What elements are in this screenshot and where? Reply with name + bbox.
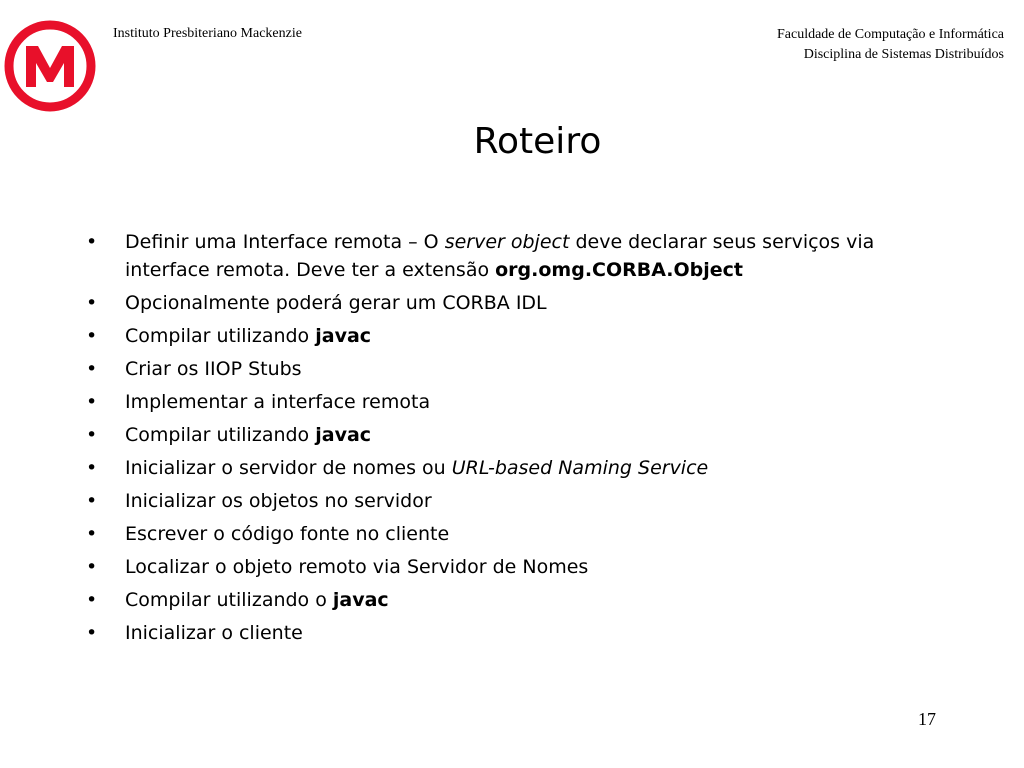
bullet-dot: • (86, 231, 98, 253)
bullet-text-segment: Compilar utilizando (125, 325, 316, 347)
bullet-dot: • (86, 622, 98, 644)
bullet-text-segment: org.omg.CORBA.Object (495, 259, 744, 281)
bullet-text-segment: Inicializar o servidor de nomes ou (125, 457, 452, 479)
bullet-text-segment: deve declarar seus serviços via interface remota. Deve ter a extensão (125, 231, 875, 281)
bullet-item (86, 520, 946, 548)
bullet-dot: • (86, 292, 98, 314)
bullet-item (86, 355, 946, 383)
institution-name: Instituto Presbiteriano Mackenzie (113, 26, 302, 41)
bullet-text-segment: Compilar utilizando o (125, 589, 333, 611)
bullet-text-segment: Escrever o código fonte no cliente (125, 523, 450, 545)
bullet-text-segment: Opcionalmente poderá gerar um CORBA IDL (125, 292, 547, 314)
bullet-text-segment: server object (444, 231, 570, 253)
bullet-item (86, 454, 946, 482)
bullet-text-segment: Localizar o objeto remoto via Servidor de Nomes (125, 556, 589, 578)
discipline-name: Disciplina de Sistemas Distribuídos (803, 47, 1004, 62)
bullet-dot: • (86, 490, 98, 512)
bullet-text-segment: Compilar utilizando (125, 424, 316, 446)
bullet-dot: • (86, 358, 98, 380)
mackenzie-logo-icon (4, 20, 96, 112)
faculty-name: Faculdade de Computação e Informática (776, 27, 1004, 42)
header-right (777, 25, 1004, 65)
bullet-text-segment: Inicializar o cliente (125, 622, 303, 644)
bullet-dot: • (86, 391, 98, 413)
bullet-text-segment: URL-based Naming Service (451, 457, 709, 479)
bullet-text-segment: javac (332, 589, 389, 611)
slide-content (86, 228, 946, 652)
bullet-item (86, 487, 946, 515)
slide-title: Roteiro (473, 121, 602, 162)
bullet-text-segment: Definir uma Interface remota – O (125, 231, 445, 253)
bullet-dot: • (86, 424, 98, 446)
bullet-item (86, 619, 946, 647)
bullet-item (86, 289, 946, 317)
bullet-item (86, 322, 946, 350)
bullet-text-segment: Criar os IIOP Stubs (125, 358, 302, 380)
bullet-text-segment: javac (315, 424, 372, 446)
bullet-item (86, 586, 946, 614)
bullet-item (86, 421, 946, 449)
bullet-item (86, 228, 946, 284)
bullet-item (86, 388, 946, 416)
bullet-dot: • (86, 457, 98, 479)
bullet-dot: • (86, 325, 98, 347)
bullet-dot: • (86, 523, 98, 545)
bullet-text-segment: Implementar a interface remota (125, 391, 431, 413)
bullet-list (86, 228, 946, 647)
page-number: 17 (918, 709, 936, 729)
bullet-dot: • (86, 589, 98, 611)
bullet-item (86, 553, 946, 581)
bullet-text-segment: javac (315, 325, 372, 347)
bullet-text-segment: Inicializar os objetos no servidor (125, 490, 432, 512)
bullet-dot: • (86, 556, 98, 578)
logo-graphic (4, 20, 96, 112)
